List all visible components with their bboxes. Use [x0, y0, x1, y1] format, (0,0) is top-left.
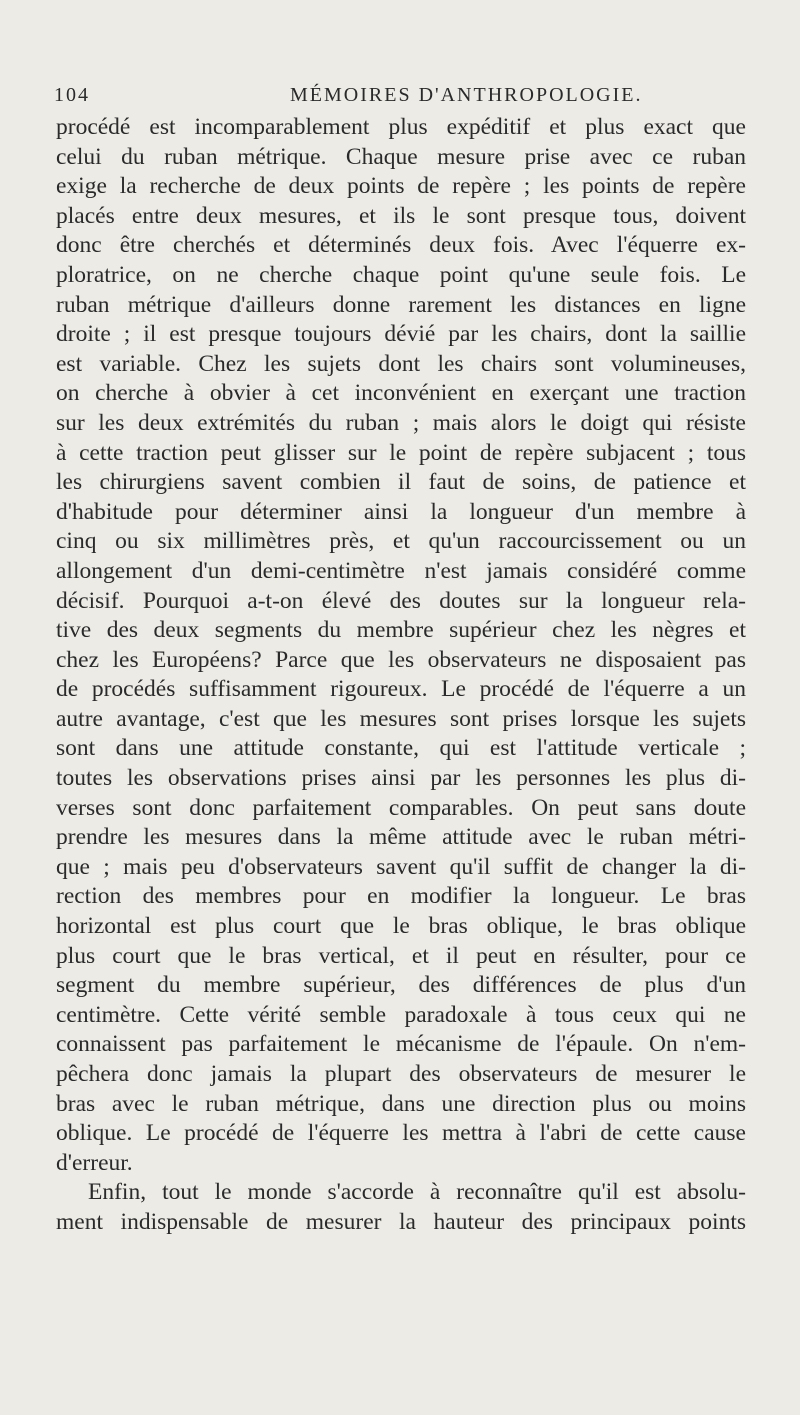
text-line: décisif. Pourquoi a-t-on élevé des doutes sur la longueur rela- — [56, 587, 746, 614]
text-line: d'habitude pour déterminer ainsi la longueur d'un membre à — [56, 498, 746, 525]
text-line: est variable. Chez les sujets dont les chairs sont volumineuses, — [56, 350, 746, 377]
text-line: bras avec le ruban métrique, dans une direction plus ou moins — [56, 1090, 746, 1117]
text-line: sur les deux extrémités du ruban ; mais alors le doigt qui résiste — [56, 409, 746, 436]
page-number: 104 — [54, 84, 90, 106]
text-line: celui du ruban métrique. Chaque mesure prise avec ce ruban — [56, 143, 746, 170]
text-line: à cette traction peut glisser sur le point de repère subjacent ; tous — [56, 439, 746, 466]
text-line: plus court que le bras vertical, et il peut en résulter, pour ce — [56, 942, 746, 969]
text-line: de procédés suffisamment rigoureux. Le procédé de l'équerre a un — [56, 676, 746, 703]
running-title: MÉMOIRES D'ANTHROPOLOGIE. — [290, 84, 643, 106]
text-line: on cherche à obvier à cet inconvénient en exerçant une traction — [56, 380, 746, 407]
running-head — [54, 84, 754, 114]
body-text — [56, 113, 746, 1238]
text-line: sont dans une attitude constante, qui est l'attitude verticale ; — [56, 735, 746, 762]
text-line: Enfin, tout le monde s'accorde à reconnaître qu'il est absolu- — [88, 1179, 746, 1206]
text-line: rection des membres pour en modifier la longueur. Le bras — [56, 883, 746, 910]
text-line: ment indispensable de mesurer la hauteur des principaux points — [56, 1208, 746, 1235]
text-line: prendre les mesures dans la même attitude avec le ruban métri- — [56, 824, 746, 851]
text-line: ploratrice, on ne cherche chaque point qu'une seule fois. Le — [56, 261, 746, 288]
text-line: placés entre deux mesures, et ils le sont presque tous, doivent — [56, 202, 746, 229]
text-line: pêchera donc jamais la plupart des observateurs de mesurer le — [56, 1061, 746, 1087]
text-line: verses sont donc parfaitement comparables. On peut sans doute — [56, 794, 746, 821]
text-line: ruban métrique d'ailleurs donne rarement les distances en ligne — [56, 291, 746, 318]
text-line: allongement d'un demi-centimètre n'est jamais considéré comme — [56, 557, 746, 584]
text-line: oblique. Le procédé de l'équerre les mettra à l'abri de cette cause — [56, 1120, 746, 1147]
text-line: d'erreur. — [56, 1149, 133, 1176]
text-line: centimètre. Cette vérité semble paradoxale à tous ceux qui ne — [56, 1001, 746, 1028]
text-line: procédé est incomparablement plus expéditif et plus exact que — [56, 114, 746, 140]
text-line: donc être cherchés et déterminés deux fois. Avec l'équerre ex- — [56, 232, 746, 259]
text-line: chez les Européens? Parce que les observateurs ne disposaient pas — [56, 646, 746, 673]
text-line: cinq ou six millimètres près, et qu'un raccourcissement ou un — [56, 528, 746, 555]
text-line: tive des deux segments du membre supérieur chez les nègres et — [56, 617, 746, 644]
text-line: que ; mais peu d'observateurs savent qu'il suffit de changer la di- — [56, 853, 746, 880]
text-line: droite ; il est presque toujours dévié par les chairs, dont la saillie — [56, 321, 746, 348]
text-line: les chirurgiens savent combien il faut de soins, de patience et — [56, 469, 746, 496]
text-line: toutes les observations prises ainsi par les personnes les plus di- — [56, 765, 746, 792]
text-line: connaissent pas parfaitement le mécanisme de l'épaule. On n'em- — [56, 1031, 746, 1058]
text-line: autre avantage, c'est que les mesures sont prises lorsque les sujets — [56, 705, 746, 732]
text-line: horizontal est plus court que le bras oblique, le bras oblique — [56, 913, 746, 940]
text-line: exige la recherche de deux points de repère ; les points de repère — [56, 173, 746, 200]
text-line: segment du membre supérieur, des différences de plus d'un — [56, 972, 746, 999]
